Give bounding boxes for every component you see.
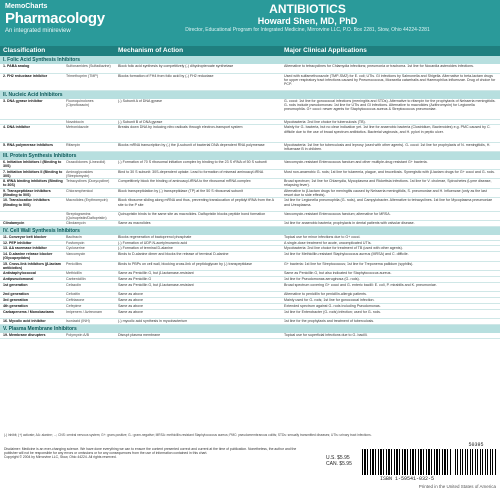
cell-c3: Bind to 30 S subunit: 30S-dependent uptake. Lead to formation of misread aminoacyl-tRNA	[118, 169, 264, 174]
cell-c2: Metronidazole	[66, 125, 89, 130]
cell-c3: Blocks formation of FH4 from folic acid by (-) FH2 reductase	[118, 73, 214, 78]
cell-c3: (-) mycolic acid synthesis in mycobacterium	[118, 319, 188, 324]
cell-c2: Oxazolidones (Linezolid)	[66, 160, 106, 165]
table-row	[0, 310, 500, 320]
brand-block	[5, 3, 117, 43]
cell-c2: Carbenicillin	[66, 276, 86, 281]
cell-c1: 2nd generation	[3, 292, 29, 297]
cell-c3: Same as Penicillin G, but β-lactamase-resistant	[118, 282, 194, 287]
cell-c1: 11. Conveyor belt blocker	[3, 234, 47, 239]
cell-c3: Same as macrolides	[118, 221, 151, 226]
cell-c3: Block folic acid synthesis by competitively (-) dihydropteroate synthetase	[118, 64, 234, 68]
cell-c1: 14. D-alanine release blocker (Glycopeptides)	[3, 252, 53, 261]
cell-c3: (-) Subunit B of DNA gyrase	[118, 119, 163, 124]
cell-c4: Extended spectrum against G- rods including Pseudomonas.	[284, 303, 381, 308]
cell-c1: 1. PABA analog	[3, 64, 30, 68]
price-code: 50395	[468, 442, 484, 448]
cell-c4: Broad spectrum; 1st line for Chlamydia, Mycoplasma and Rickettsia infections. 1st line for V. cholerae, Spirochetes (Lyme disease, relapsing fever).	[284, 179, 492, 188]
table-row	[0, 160, 500, 170]
cell-c2: Methicillin	[66, 271, 82, 276]
author-affiliation: Director, Educational Program for Integrated Medicine, Mirrorvine LLC, P.O. Box 2281, Stow, Ohio 44224-2281	[185, 27, 430, 33]
isbn-text: ISBN 1-59541-032-5	[379, 476, 434, 482]
cell-c2: Chloramphenicol	[66, 188, 93, 193]
cell-c4: 1st line for anaerobic bacteria; prophylaxis in dental patients with valvular disease.	[284, 221, 415, 226]
cell-c1: 4th generation	[3, 303, 28, 308]
column-header-mechanism: Mechanism of Action	[118, 47, 184, 54]
cell-c2: Tetracyclines (Doxycycline)	[66, 179, 110, 184]
table-row	[0, 319, 500, 325]
cell-c4: A single-dose treatment for acute, uncomplicated UTIs.	[284, 240, 372, 245]
cell-c1: 13. AA racemase inhibitor	[3, 246, 47, 251]
cell-c4: Mycobacteria: 2nd line choice for tuberculosis (TB).	[284, 119, 366, 124]
section-header: II. Nucleic Acid Inhibitors	[0, 91, 500, 99]
cell-c3: Block ribosome sliding along mRNA and thus, preventing translocation of peptidyl tRNA from the A site to the P site	[118, 198, 274, 207]
header-banner	[0, 0, 500, 46]
cell-c1: Carbapenems / Monobactams	[3, 309, 54, 314]
cell-c4: 1st line for Methicillin-resistant Staphylococcus aureus (MRSA) and C. difficile.	[284, 252, 409, 257]
cell-c1: 16. Mycolic acid inhibitor	[3, 319, 46, 324]
table-row	[0, 333, 500, 339]
table-row	[0, 189, 500, 199]
disclaimer-text: Disclaimer: Medicine is an ever-changing science. We have done everything we can to ensure the content presented correct and current at the time of publication. Nonetheless, the author and the publisher will not be responsible for any errors or omissions or for any consequences from the use of information contained in this chart.	[4, 447, 297, 456]
cell-c1: Antistaphylococcal	[3, 271, 36, 276]
cell-c2: Ceftriaxone	[66, 298, 85, 303]
cell-c4: Alternative to tetracyclines for Chlamydia infections; pneumonia or trachoma. 1st line for Nocardia asteroides infections.	[284, 64, 474, 68]
cell-c1: 4. DNA inhibitor	[3, 125, 31, 130]
price-can: CAN. $5.95	[326, 461, 352, 467]
drug-table	[0, 56, 500, 432]
cell-c2: Penicillins	[66, 261, 82, 266]
cell-c4: 1st line for Pseudomonas aeruginosa (G- rods).	[284, 276, 360, 281]
table-row	[0, 179, 500, 189]
cell-c3: (-) Formation of 70 S ribosomal initiation complex by binding to the 23 S rRNA of 50 S subunit	[118, 160, 267, 165]
cell-c3: Binds to D-alanine dimer and blocks the release of terminal D-alanine	[118, 252, 229, 257]
cell-c3: Competitively block the binding of aminoacyl-tRNA to the ribosomal mRNA complex	[118, 179, 251, 184]
cell-c3: Binds to PBPs on cell wall, blocking cross-link of peptidoglycan by (-) transpeptidase	[118, 261, 253, 266]
title-block	[120, 2, 495, 34]
cell-c4: Used with sulfamethoxazole (TMP-SMZ) for E. coli; UTIs. GI infections by Salmonella and Shigella. Alternative to beta-lactam drugs for upper respiratory tract infections caused by Pneumococcus, Moraxella catarrhalis and Haemophilus influenzae. Drug of choice for PCP.	[284, 73, 496, 87]
table-row	[0, 212, 500, 222]
cell-c1: 7. Initiation Inhibitors II (Binding to 30S)	[3, 169, 63, 178]
section-header: IV. Cell Wall Synthesis Inhibitors	[0, 227, 500, 235]
cell-c2: Aminoglycosides (Streptomycin)	[66, 169, 93, 178]
disclaimer-block	[4, 447, 304, 460]
cell-c1: 1st generation	[3, 282, 28, 287]
isbn-barcode	[362, 449, 452, 483]
price-barcode	[455, 449, 497, 475]
table-row	[0, 170, 500, 180]
series-name: MemoCharts	[5, 3, 48, 10]
brand-tagline: An integrated minireview	[5, 28, 71, 34]
price-us: U.S. $5.95	[326, 455, 350, 461]
cell-c3: Disrupt plasma membrane	[118, 332, 161, 337]
cell-c1: 2. FH2 reductase inhibitor	[3, 73, 48, 78]
cell-c2: Fosfomycin	[66, 240, 85, 245]
cell-c4: 1st line for Legionella pneumophila (G- rods), and Campylobacter. Alternative to tetracyclines. 1st line for Mycoplasma pneumoniae and Ureaplasma.	[284, 198, 493, 207]
brand-title: Pharmacology	[5, 10, 105, 27]
cell-c4: Mainly for G- bacteria, but no clear indication yet. 1st line for anaerobic bacteria (Clostridium, Bacteroides) e.g. PMC caused by C. difficile due to the use of broad spectrum antibiotics. Bacterial vaginosis, and H. pylori in peptic ulcer.	[284, 125, 491, 134]
cell-c1: 5. RNA polymerase inhibitors	[3, 142, 53, 147]
cell-c4: Broad spectrum covering G+ cocci and G- enteric bacilli: E. coli, P. mirabilis and K. pneumoniae.	[284, 282, 437, 287]
cell-c2: Macrolides (Erythromycin)	[66, 198, 108, 203]
cell-c3: Blocks mRNA transcription by (-) the β-subunit of bacterial DNA dependent RNA polymerase	[118, 142, 265, 147]
cell-c1: 15. Cross-link inhibitors (β-lactam antibiotics)	[3, 261, 61, 270]
copyright-text: Copyright © 2004 by Mirrorvine LLC, Stow, Ohio 44224. All rights reserved.	[4, 455, 117, 460]
cell-c4: Vancomycin-resistant Enterococcus faecium; alternative for MRSA.	[284, 211, 391, 216]
section-header: III. Protein Synthesis Inhibitors	[0, 152, 500, 160]
table-row	[0, 221, 500, 227]
cell-c2: Trimethoprim (TMP)	[66, 73, 99, 78]
table-row	[0, 283, 500, 293]
cell-c4: Vancomycin-resistant Enterococcus faecium and other multiple-drug resistant G+ bacteria.	[284, 160, 428, 165]
cell-c2: Novobiocin	[66, 119, 84, 124]
cell-c4: Mycobacteria: 2nd line choice for treatment of TB (used with other agents).	[284, 246, 403, 251]
cell-c1: 3rd generation	[3, 298, 28, 303]
section-header: I. Folic Acid Synthesis Inhibitors	[0, 56, 500, 64]
table-row	[0, 143, 500, 153]
cell-c4: 1st line for Enterobacter (G- rods) infection; used for G- rods.	[284, 309, 381, 314]
cell-c1: 3. DNA gyrase inhibitor	[3, 98, 43, 103]
table-row	[0, 64, 500, 74]
cell-c2: Fluoroquinolones (Ciprofloxacin)	[66, 98, 94, 107]
cell-c2: Vancomycin	[66, 252, 86, 257]
abbreviations-note: (-) inhibit; (+) activate; AA: alanine; ...; CNS: central nervous system; G+: gram-positive; G-: gram-negative; MRSA: methicillin-resistant Staphylococcus aureus; PMC: pseudomembranous colitis; STDs: sexually transmitted diseases; UTIs: urinary tract infections.	[4, 433, 372, 437]
cell-c2: Imipenem / Aztreonam	[66, 309, 102, 314]
cell-c4: Topical use for superficial infections due to G- bacilli.	[284, 332, 368, 337]
printed-in: Printed in the United States of America	[418, 484, 496, 489]
cell-c2: Clindamycin	[66, 221, 86, 226]
barcode-bars	[362, 449, 452, 475]
cell-c1: Clindamycin	[3, 221, 25, 226]
cell-c2: Cefazolin	[66, 282, 81, 287]
cell-c4: Most non-anaerobic G- rods; 1st line for tularemia, plague, and brucellosis. Synergistic with β-lactam drugs for G+ cocci and G- rods.	[284, 169, 495, 174]
cell-c2: Rifampin	[66, 142, 81, 147]
cell-c4: 1st line for the prophylaxis and treatment of tuberculosis.	[284, 319, 375, 324]
cell-c3: Same as above	[118, 292, 143, 297]
table-row	[0, 74, 500, 91]
cell-c3: Breaks down DNA by inducing nitro radicals through electron-transport system	[118, 125, 243, 130]
cell-c1: 8. tRNA binding inhibitors (Binding to 30S)	[3, 179, 63, 188]
cell-c2: Bacitracin	[66, 234, 82, 239]
cell-c1: 6. Initiation Inhibitors I (Binding to 30S)	[3, 160, 62, 169]
table-row	[0, 99, 500, 120]
section-header: V. Plasma Membrane Inhibitors	[0, 325, 500, 333]
cell-c1: Antipseudomonal	[3, 276, 34, 281]
cell-c4: G+ bacteria: 1st line for Streptococcus; 1st line for Treponema pallidum (syphilis).	[284, 261, 414, 266]
price-block	[326, 455, 360, 467]
cell-c4: Alternative to penicillin for penicillin-allergic patients.	[284, 292, 367, 297]
page-title: ANTIBIOTICS	[269, 2, 346, 16]
cell-c2: Sulfonamides (Sulfadiazine)	[66, 64, 111, 68]
cell-c1: 9. Transpeptidase inhibitors (Binding to 50S)	[3, 188, 51, 197]
cell-c2: Streptogramins (Quinupristin/Dalfopristin)	[66, 211, 107, 220]
cell-c3: (-) Subunit A of DNA gyrase	[118, 98, 162, 103]
cell-c3: (-) Formation of UDP-N-acetylmuramic acid	[118, 240, 188, 245]
cell-c4: Same as Penicillin G, but also indicated for Staphylococcus aureus.	[284, 271, 392, 276]
cell-c2: Isoniazid (INH)	[66, 319, 90, 324]
cell-c1: 19. Membrane disrupters	[3, 332, 46, 337]
cell-c2: Cycloserine	[66, 246, 85, 251]
cell-c3: Quinupristin binds to the same site as macrolides. Dalfopristin blocks peptide bond formation	[118, 211, 266, 216]
cell-c1: 10. Translocation inhibitors (Binding to 50S)	[3, 198, 50, 207]
cell-c4: G- cocci: 1st line for gonococcal infections (meningitis and STDs). Alternative to rifampin for the prophylaxis of Neisseria meningitidis. G- rods include pseudomonas: 1st line for UTIs and GI infections. Alternative to macrolides (Azithromycin) for Legionella pneumophila. G+ cocci: newer agents for Staphylococcus aureus & Streptococcus pneumoniae.	[284, 98, 496, 112]
column-header-classification: Classification	[3, 47, 46, 54]
cell-c4: Alternative to β-lactam drugs for meningitis caused by Neisseria meningitidis, S. pneumoniae and H. influenzae (only as the last resort due to side effects).	[284, 188, 487, 197]
cell-c3: Same as Penicillin G	[118, 276, 152, 281]
cell-c3: Same as above	[118, 303, 143, 308]
cell-c3: Block transpeptidation by (-) transpeptidase (TP) at the 50 S ribosomal subunit	[118, 188, 243, 193]
table-row	[0, 252, 500, 262]
cell-c1: 12. PEP inhibitor	[3, 240, 32, 245]
cell-c4: Mainly used for G- rods; 1st line for gonococcal infection.	[284, 298, 375, 303]
cell-c2: Cefoxitin	[66, 292, 80, 297]
cell-c3: Same as above	[118, 298, 143, 303]
cell-c2: Polymyxin A/B	[66, 332, 89, 337]
cell-c4: Topical use for minor infections due to G+ cocci.	[284, 234, 361, 239]
table-row	[0, 198, 500, 211]
table-row	[0, 262, 500, 272]
cell-c3: Same as above	[118, 309, 143, 314]
cell-c3: Same as Penicillin G, but β-lactamase-resistant	[118, 271, 194, 276]
footer	[0, 432, 500, 500]
cell-c4: Mycobacteria: 1st line for tuberculosis and leprosy (used with other agents). G- cocci: 1st line for prophylaxis of N. meningitidis, H. influenzae B in children.	[284, 142, 491, 151]
column-header-indications: Major Clinical Applications	[284, 47, 367, 54]
author-name: Howard Shen, MD, PhD	[257, 16, 358, 26]
column-headers	[0, 46, 500, 56]
cell-c3: Blocks regeneration of bactoprenol phosphate	[118, 234, 192, 239]
table-row	[0, 125, 500, 142]
cell-c3: (-) Formation of terminal D-alanine	[118, 246, 173, 251]
cell-c2: Cefepime	[66, 303, 82, 308]
